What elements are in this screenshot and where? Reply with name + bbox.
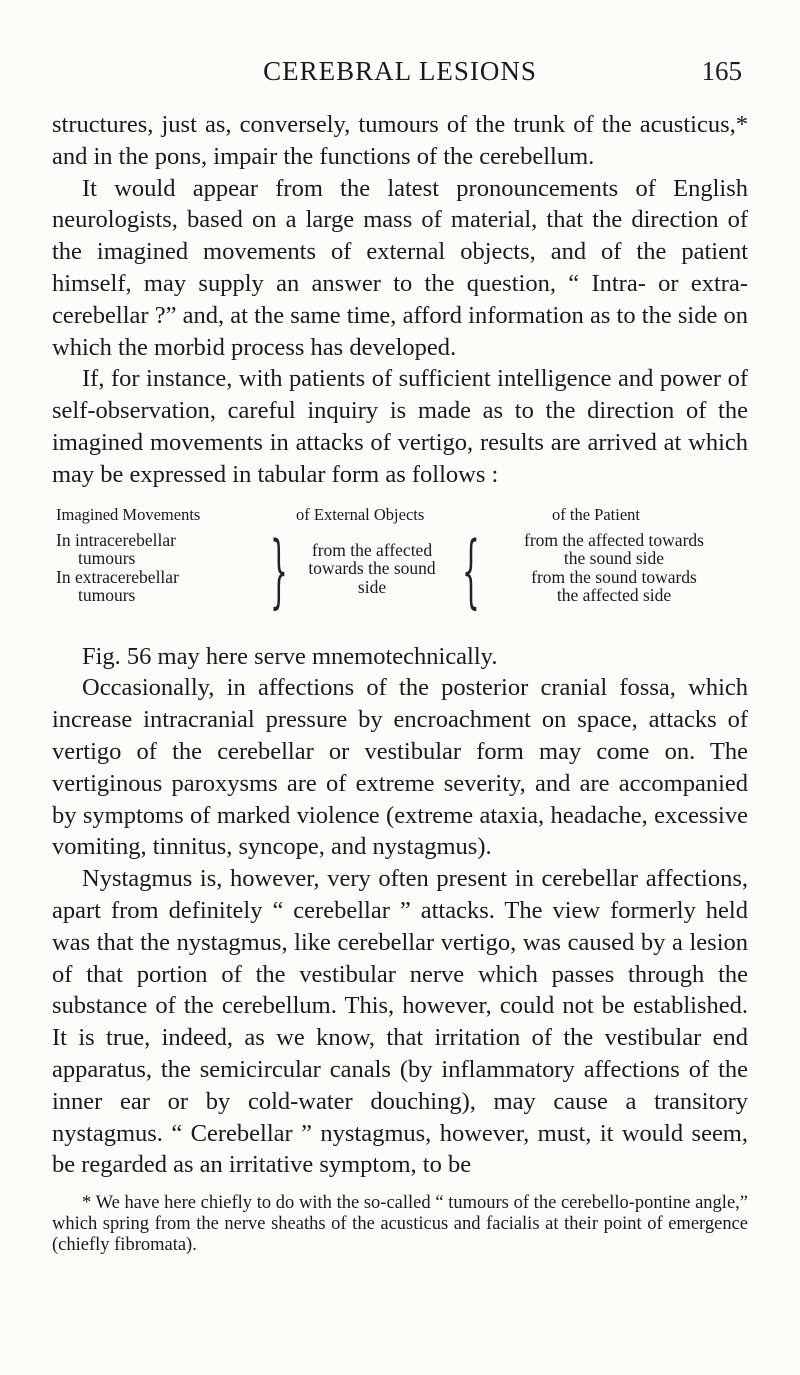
page-header (0, 56, 800, 96)
running-head: CEREBRAL LESIONS (263, 56, 537, 86)
patient-cell (482, 531, 746, 605)
page-number: 165 (701, 56, 742, 86)
table-header-external-objects: of External Objects (296, 504, 425, 524)
row-label-tumours: tumours (78, 585, 136, 606)
row-label-extracerebellar: In extracerebellar (56, 566, 179, 587)
footnote: * We have here chiefly to do with the so-called “ tumours of the cerebello-pontine angle,” which spring from the nerve sheaths of the acusticus and facialis at their point of emergence (chiefly fibromata). (52, 1193, 748, 1256)
external-objects-line: side (357, 576, 387, 597)
patient-line: the affected side (556, 585, 672, 606)
external-objects-line: from the affected (311, 539, 433, 560)
paragraph: Fig. 56 may here serve mnemotechnically. (82, 642, 498, 670)
paragraph: Occasionally, in affections of the posterior cranial fossa, which increase intracranial pressure by encroachment on space, attacks of vertigo of the cerebellar or vestibular form may come on. The vertiginous paroxysms are of extreme severity, and are accompanied by symptoms of marked violence (extreme ataxia, headache, excessive vomiting, tinnitus, syncope, and nystagmus). (52, 674, 748, 861)
row-label-tumours: tumours (78, 548, 136, 569)
patient-line: from the sound towards (531, 566, 697, 587)
vertigo-table (52, 501, 748, 631)
patient-line: from the affected towards (524, 529, 704, 550)
row-label-intracerebellar: In intracerebellar (56, 529, 176, 550)
table-header-patient: of the Patient (552, 504, 640, 524)
paragraph: It would appear from the latest pronouncements of English neurologists, based on a large mass of material, that the direction of the imagined movements of external objects, and of the patient himself, may supply an answer to the question, “ Intra- or extra-cerebellar ?” and, at the same time, afford information as to the side on which the morbid process has developed. (52, 174, 748, 361)
paragraph: If, for instance, with patients of sufficient intelligence and power of self-observation, careful inquiry is made as to the direction of the imagined movements in attacks of vertigo, results are arrived at which may be expressed in tabular form as follows : (52, 365, 748, 488)
left-brace-icon: { (462, 523, 480, 617)
paragraph: Nystagmus is, however, very often present in cerebellar affections, apart from definitely “ cerebellar ” attacks. The view formerly held was that the nystagmus, like cerebellar vertigo, was caused by a lesion of that portion of the vestibular nerve which passes through the substance of the cerebellum. This, however, could not be established. It is true, indeed, as we know, that irritation of the vestibular end apparatus, the semicircular canals (by inflammatory affections of the inner ear or by cold-water douching), may cause a transitory nystagmus. “ Cerebellar ” nystagmus, however, must, it would seem, be regarded as an irritative symptom, to be (52, 865, 748, 1179)
external-objects-cell (292, 541, 452, 597)
table-header-imagined-movements: Imagined Movements (56, 504, 201, 524)
page-body (52, 109, 748, 1275)
right-brace-icon: } (270, 523, 288, 617)
paragraph: structures, just as, conversely, tumours of the trunk of the acusticus,* and in the pons, impair the functions of the cerebellum. (52, 111, 748, 170)
external-objects-line: towards the sound (308, 558, 436, 579)
table-row-labels (56, 531, 179, 605)
patient-line: the sound side (563, 548, 665, 569)
